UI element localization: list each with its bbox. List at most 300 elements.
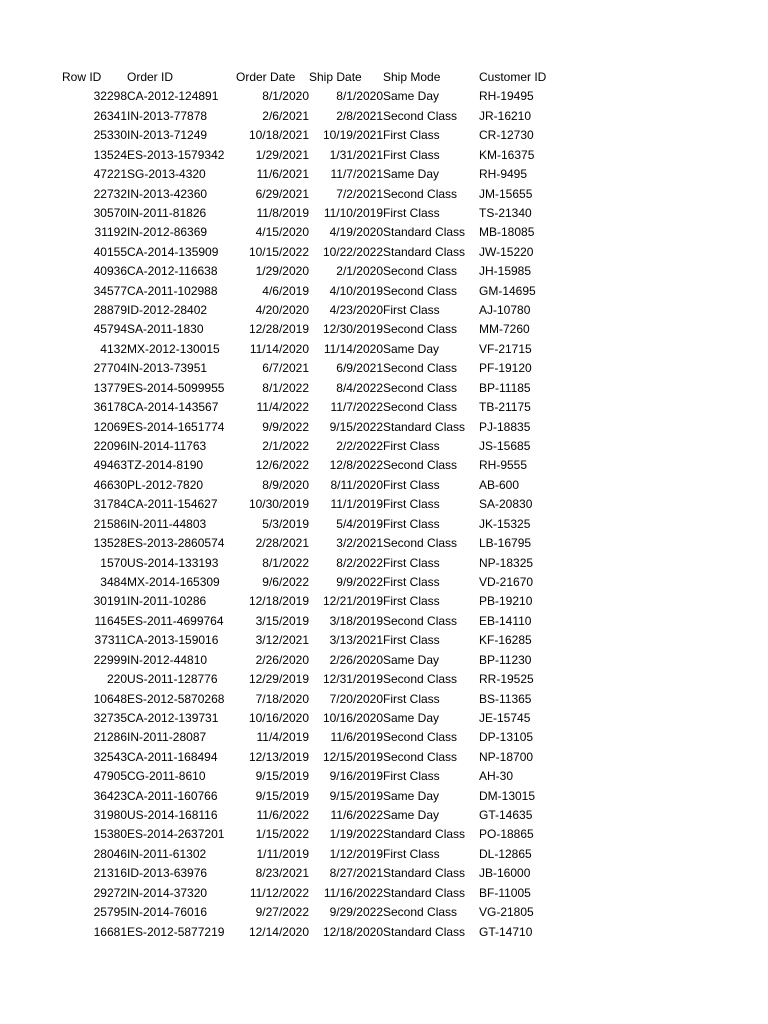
cell-ship-date: 3/13/2021 (329, 633, 383, 648)
table-row (62, 495, 569, 514)
cell-order-id: CA-2011-160766 (127, 788, 218, 803)
cell-customer-id: SA-20830 (479, 497, 533, 512)
cell-ship-date: 11/10/2019 (323, 205, 383, 220)
cell-order-date: 12/14/2020 (248, 924, 309, 939)
table-row (62, 204, 569, 223)
cell-row-id: 30191 (93, 594, 127, 609)
table-row (62, 476, 569, 495)
cell-order-date: 10/18/2021 (248, 128, 309, 143)
cell-customer-id: JS-15685 (479, 439, 531, 454)
cell-order-date: 1/15/2022 (255, 827, 309, 842)
cell-row-id: 45794 (93, 322, 127, 337)
cell-customer-id: PF-19120 (479, 361, 532, 376)
cell-ship-date: 4/23/2020 (329, 303, 383, 318)
cell-ship-mode: Second Class (383, 730, 458, 745)
cell-ship-mode: First Class (383, 303, 440, 318)
header-order-id: Order ID (127, 70, 174, 84)
table-row (62, 728, 569, 747)
cell-order-id: ES-2013-2860574 (127, 536, 225, 551)
table-row (62, 418, 569, 437)
cell-ship-mode: First Class (383, 594, 440, 609)
cell-order-date: 2/1/2022 (262, 439, 309, 454)
table-row (62, 806, 569, 825)
cell-customer-id: PO-18865 (479, 827, 534, 842)
cell-row-id: 32298 (93, 89, 127, 104)
table-row (62, 320, 569, 339)
cell-customer-id: DP-13105 (479, 730, 534, 745)
cell-row-id: 31192 (94, 225, 127, 240)
cell-row-id: 47221 (93, 167, 127, 182)
cell-order-date: 11/4/2022 (256, 400, 309, 415)
cell-customer-id: KM-16375 (479, 147, 535, 162)
cell-order-id: IN-2011-81826 (127, 205, 207, 220)
table-row (62, 87, 569, 106)
cell-order-id: CA-2014-143567 (127, 400, 219, 415)
cell-order-date: 11/6/2022 (256, 808, 309, 823)
cell-order-id: IN-2013-71249 (127, 128, 208, 143)
cell-customer-id: GT-14710 (479, 924, 533, 939)
header-ship-date: Ship Date (309, 70, 362, 84)
cell-order-date: 3/12/2021 (255, 633, 309, 648)
cell-order-id: IN-2013-77878 (127, 108, 208, 123)
cell-customer-id: JW-15220 (479, 244, 534, 259)
cell-order-id: IN-2014-76016 (127, 905, 208, 920)
cell-order-id: IN-2011-44803 (127, 516, 207, 531)
cell-order-date: 4/15/2020 (255, 225, 309, 240)
cell-ship-date: 7/2/2021 (336, 186, 383, 201)
cell-row-id: 40936 (93, 264, 127, 279)
cell-row-id: 40155 (93, 244, 127, 259)
cell-ship-mode: Second Class (383, 613, 458, 628)
cell-ship-date: 12/18/2020 (322, 924, 383, 939)
cell-ship-mode: Standard Class (383, 885, 466, 900)
cell-ship-mode: Same Day (383, 89, 440, 104)
header-order-date: Order Date (236, 70, 296, 84)
cell-order-date: 12/28/2019 (248, 322, 309, 337)
cell-ship-date: 11/16/2022 (323, 885, 383, 900)
cell-row-id: 34577 (93, 283, 127, 298)
cell-ship-mode: Same Day (383, 710, 440, 725)
cell-order-date: 1/29/2020 (255, 264, 309, 279)
cell-order-date: 7/18/2020 (255, 691, 309, 706)
cell-ship-mode: Second Class (383, 905, 458, 920)
table-row (62, 864, 569, 883)
cell-ship-mode: Same Day (383, 652, 440, 667)
cell-ship-date: 4/10/2019 (329, 283, 383, 298)
cell-order-date: 3/15/2019 (255, 613, 309, 628)
cell-row-id: 13524 (93, 147, 127, 162)
table-row (62, 631, 569, 650)
cell-order-id: CA-2012-116638 (127, 264, 218, 279)
cell-order-id: MX-2012-130015 (127, 341, 220, 356)
cell-ship-date: 11/14/2020 (323, 341, 383, 356)
cell-ship-date: 2/26/2020 (329, 652, 383, 667)
cell-order-date: 8/1/2020 (262, 89, 309, 104)
cell-row-id: 21286 (93, 730, 127, 745)
cell-order-date: 8/23/2021 (255, 866, 309, 881)
cell-row-id: 46630 (93, 477, 127, 492)
cell-customer-id: PJ-18835 (479, 419, 531, 434)
cell-row-id: 11645 (94, 613, 127, 628)
cell-ship-date: 8/4/2022 (336, 380, 383, 395)
cell-customer-id: GT-14635 (479, 808, 533, 823)
cell-order-id: CA-2011-102988 (127, 283, 218, 298)
cell-customer-id: TB-21175 (479, 400, 531, 415)
cell-order-id: CA-2011-154627 (127, 497, 218, 512)
cell-customer-id: JE-15745 (479, 710, 531, 725)
cell-row-id: 31980 (93, 808, 127, 823)
cell-ship-mode: Second Class (383, 458, 458, 473)
cell-row-id: 26341 (93, 108, 127, 123)
cell-ship-date: 8/1/2020 (336, 89, 383, 104)
table-row (62, 923, 569, 942)
cell-ship-mode: First Class (383, 633, 440, 648)
cell-customer-id: JR-16210 (479, 108, 532, 123)
cell-customer-id: DM-13015 (479, 788, 536, 803)
cell-order-id: IN-2013-42360 (127, 186, 208, 201)
table-row (62, 903, 569, 922)
cell-order-date: 5/3/2019 (262, 516, 309, 531)
cell-ship-date: 2/2/2022 (336, 439, 383, 454)
cell-order-id: SG-2013-4320 (127, 167, 206, 182)
cell-ship-date: 9/16/2019 (329, 769, 383, 784)
table-body (62, 87, 569, 942)
header-row (62, 68, 569, 87)
cell-order-date: 10/16/2020 (248, 710, 309, 725)
cell-customer-id: PB-19210 (479, 594, 533, 609)
cell-customer-id: BP-11185 (479, 380, 531, 395)
cell-order-date: 12/18/2019 (248, 594, 309, 609)
cell-customer-id: VD-21670 (479, 574, 534, 589)
cell-ship-date: 12/21/2019 (322, 594, 383, 609)
cell-ship-mode: First Class (383, 846, 440, 861)
cell-ship-date: 11/6/2019 (330, 730, 383, 745)
cell-ship-mode: First Class (383, 769, 440, 784)
cell-ship-mode: Standard Class (383, 244, 466, 259)
cell-customer-id: LB-16795 (479, 536, 532, 551)
table-row (62, 379, 569, 398)
cell-order-date: 6/29/2021 (255, 186, 309, 201)
table-row (62, 301, 569, 320)
cell-row-id: 28879 (93, 303, 127, 318)
cell-row-id: 12069 (93, 419, 127, 434)
cell-order-id: IN-2014-37320 (127, 885, 208, 900)
table-row (62, 262, 569, 281)
cell-ship-mode: Second Class (383, 536, 458, 551)
cell-order-date: 9/6/2022 (262, 574, 309, 589)
cell-ship-mode: Standard Class (383, 225, 466, 240)
cell-row-id: 31784 (93, 497, 127, 512)
cell-order-date: 11/6/2021 (256, 167, 309, 182)
cell-customer-id: CR-12730 (479, 128, 534, 143)
cell-order-date: 1/11/2019 (256, 846, 309, 861)
cell-order-id: US-2014-133193 (127, 555, 219, 570)
cell-ship-date: 11/6/2022 (330, 808, 383, 823)
cell-ship-date: 9/9/2022 (336, 574, 383, 589)
cell-order-date: 8/9/2020 (262, 477, 309, 492)
cell-customer-id: JK-15325 (479, 516, 531, 531)
cell-order-date: 10/30/2019 (248, 497, 309, 512)
cell-order-date: 11/4/2019 (256, 730, 309, 745)
cell-customer-id: BS-11365 (479, 691, 532, 706)
cell-order-id: ES-2014-2637201 (127, 827, 225, 842)
cell-ship-mode: First Class (383, 147, 440, 162)
cell-ship-mode: Second Class (383, 186, 458, 201)
cell-order-id: IN-2012-44810 (127, 652, 208, 667)
cell-ship-mode: First Class (383, 555, 440, 570)
cell-ship-date: 8/11/2020 (330, 477, 383, 492)
cell-row-id: 21586 (93, 516, 127, 531)
cell-row-id: 220 (106, 672, 127, 687)
cell-ship-mode: First Class (383, 497, 440, 512)
cell-row-id: 22096 (93, 439, 127, 454)
cell-order-date: 12/6/2022 (255, 458, 309, 473)
header-ship-mode: Ship Mode (383, 70, 441, 84)
table-row (62, 573, 569, 592)
cell-customer-id: EB-14110 (479, 613, 532, 628)
cell-order-date: 9/27/2022 (255, 905, 309, 920)
cell-row-id: 25330 (93, 128, 127, 143)
table-row (62, 670, 569, 689)
cell-ship-date: 2/8/2021 (336, 108, 383, 123)
cell-order-id: PL-2012-7820 (127, 477, 204, 492)
cell-ship-mode: Second Class (383, 322, 458, 337)
cell-row-id: 16681 (93, 924, 127, 939)
table-row (62, 612, 569, 631)
cell-ship-mode: Second Class (383, 400, 458, 415)
cell-ship-mode: Same Day (383, 808, 440, 823)
cell-ship-date: 9/29/2022 (329, 905, 383, 920)
cell-ship-mode: Second Class (383, 108, 458, 123)
cell-order-id: IN-2011-10286 (127, 594, 207, 609)
cell-order-date: 8/1/2022 (262, 380, 309, 395)
cell-ship-mode: Standard Class (383, 827, 466, 842)
cell-ship-mode: First Class (383, 516, 440, 531)
cell-ship-date: 12/15/2019 (322, 749, 383, 764)
cell-order-id: TZ-2014-8190 (127, 458, 204, 473)
cell-ship-date: 9/15/2022 (329, 419, 383, 434)
cell-ship-mode: Same Day (383, 788, 440, 803)
cell-order-date: 11/12/2022 (249, 885, 309, 900)
table-row (62, 437, 569, 456)
cell-customer-id: NP-18700 (479, 749, 534, 764)
cell-ship-mode: Second Class (383, 672, 458, 687)
cell-order-id: MX-2014-165309 (127, 574, 220, 589)
cell-row-id: 29272 (93, 885, 127, 900)
cell-order-id: ID-2012-28402 (127, 303, 208, 318)
table-row (62, 884, 569, 903)
cell-order-id: US-2014-168116 (127, 808, 218, 823)
cell-ship-mode: Same Day (383, 167, 440, 182)
cell-ship-mode: First Class (383, 574, 440, 589)
cell-order-id: US-2011-128776 (127, 672, 218, 687)
cell-row-id: 36178 (93, 400, 127, 415)
cell-customer-id: GM-14695 (479, 283, 536, 298)
cell-ship-mode: First Class (383, 128, 440, 143)
cell-row-id: 27704 (93, 361, 127, 376)
cell-ship-date: 9/15/2019 (329, 788, 383, 803)
cell-row-id: 13779 (93, 380, 127, 395)
cell-row-id: 49463 (93, 458, 127, 473)
cell-ship-mode: Second Class (383, 380, 458, 395)
cell-ship-date: 3/2/2021 (336, 536, 383, 551)
cell-order-id: CG-2011-8610 (127, 769, 206, 784)
cell-row-id: 1570 (100, 555, 127, 570)
cell-customer-id: BF-11005 (479, 885, 531, 900)
cell-ship-date: 12/8/2022 (329, 458, 383, 473)
cell-order-date: 11/8/2019 (256, 205, 309, 220)
table-row (62, 359, 569, 378)
cell-ship-mode: Second Class (383, 283, 458, 298)
cell-order-date: 2/28/2021 (255, 536, 309, 551)
cell-row-id: 36423 (93, 788, 127, 803)
cell-ship-date: 11/7/2022 (330, 400, 383, 415)
cell-row-id: 13528 (93, 536, 127, 551)
table-row (62, 126, 569, 145)
cell-order-date: 10/15/2022 (248, 244, 309, 259)
cell-order-date: 12/29/2019 (248, 672, 309, 687)
table-row (62, 709, 569, 728)
cell-order-id: ID-2013-63976 (127, 866, 208, 881)
cell-ship-date: 11/1/2019 (330, 497, 383, 512)
table-row (62, 165, 569, 184)
cell-ship-mode: Second Class (383, 361, 458, 376)
cell-ship-date: 6/9/2021 (336, 361, 383, 376)
orders-table (62, 68, 569, 942)
table-row (62, 787, 569, 806)
cell-order-date: 11/14/2020 (249, 341, 309, 356)
cell-row-id: 15380 (93, 827, 127, 842)
cell-ship-mode: Standard Class (383, 866, 466, 881)
table-row (62, 456, 569, 475)
cell-row-id: 25795 (93, 905, 127, 920)
cell-order-date: 9/15/2019 (255, 769, 309, 784)
cell-ship-date: 7/20/2020 (329, 691, 383, 706)
cell-customer-id: AH-30 (479, 769, 514, 784)
cell-order-date: 12/13/2019 (248, 749, 309, 764)
cell-ship-date: 11/7/2021 (330, 167, 383, 182)
table-row (62, 515, 569, 534)
cell-row-id: 4132 (100, 341, 127, 356)
cell-order-id: SA-2011-1830 (127, 322, 204, 337)
cell-order-id: CA-2013-159016 (127, 633, 219, 648)
cell-ship-mode: First Class (383, 691, 440, 706)
cell-ship-date: 3/18/2019 (329, 613, 383, 628)
cell-customer-id: JB-16000 (479, 866, 531, 881)
cell-customer-id: RH-19495 (479, 89, 534, 104)
table-row (62, 340, 569, 359)
cell-ship-date: 4/19/2020 (329, 225, 383, 240)
cell-ship-date: 12/30/2019 (322, 322, 383, 337)
cell-row-id: 28046 (93, 846, 127, 861)
cell-row-id: 32735 (93, 710, 127, 725)
cell-order-id: ES-2012-5870268 (127, 691, 225, 706)
cell-ship-mode: First Class (383, 477, 440, 492)
cell-ship-mode: Second Class (383, 264, 458, 279)
cell-customer-id: MM-7260 (479, 322, 530, 337)
cell-ship-mode: Standard Class (383, 419, 466, 434)
cell-row-id: 22732 (93, 186, 127, 201)
cell-customer-id: BP-11230 (479, 652, 532, 667)
table-row (62, 825, 569, 844)
cell-order-id: IN-2011-61302 (127, 846, 207, 861)
table-row (62, 554, 569, 573)
cell-ship-date: 12/31/2019 (322, 672, 383, 687)
cell-order-id: ES-2013-1579342 (127, 147, 225, 162)
table-row (62, 592, 569, 611)
table-row (62, 282, 569, 301)
cell-order-date: 8/1/2022 (262, 555, 309, 570)
cell-customer-id: VF-21715 (479, 341, 532, 356)
cell-customer-id: RR-19525 (479, 672, 534, 687)
cell-ship-date: 1/31/2021 (329, 147, 383, 162)
header-row-id: Row ID (62, 70, 102, 84)
cell-order-date: 2/26/2020 (255, 652, 309, 667)
table-row (62, 107, 569, 126)
cell-order-id: CA-2012-124891 (127, 89, 219, 104)
cell-customer-id: AJ-10780 (479, 303, 531, 318)
cell-ship-mode: Second Class (383, 749, 458, 764)
cell-ship-date: 1/19/2022 (329, 827, 383, 842)
cell-ship-date: 2/1/2020 (336, 264, 383, 279)
cell-ship-date: 5/4/2019 (336, 516, 383, 531)
cell-customer-id: JM-15655 (479, 186, 533, 201)
table-row (62, 243, 569, 262)
cell-order-id: ES-2012-5877219 (127, 924, 225, 939)
table-row (62, 146, 569, 165)
cell-order-id: ES-2014-1651774 (127, 419, 225, 434)
cell-order-date: 4/20/2020 (255, 303, 309, 318)
cell-row-id: 10648 (93, 691, 127, 706)
cell-customer-id: AB-600 (479, 477, 520, 492)
cell-customer-id: MB-18085 (479, 225, 535, 240)
cell-order-id: ES-2014-5099955 (127, 380, 225, 395)
cell-ship-date: 10/22/2022 (322, 244, 383, 259)
cell-order-date: 2/6/2021 (262, 108, 309, 123)
cell-row-id: 22999 (93, 652, 127, 667)
cell-customer-id: TS-21340 (479, 205, 532, 220)
cell-order-date: 9/15/2019 (255, 788, 309, 803)
cell-customer-id: RH-9495 (479, 167, 528, 182)
cell-ship-date: 10/16/2020 (322, 710, 383, 725)
table-row (62, 223, 569, 242)
cell-row-id: 47905 (93, 769, 127, 784)
cell-order-id: IN-2013-73951 (127, 361, 208, 376)
cell-ship-mode: Standard Class (383, 924, 466, 939)
table-row (62, 845, 569, 864)
cell-ship-mode: Same Day (383, 341, 440, 356)
table-row (62, 690, 569, 709)
cell-order-id: IN-2012-86369 (127, 225, 208, 240)
cell-row-id: 30570 (93, 205, 127, 220)
cell-ship-mode: First Class (383, 205, 440, 220)
cell-customer-id: KF-16285 (479, 633, 532, 648)
header-customer-id: Customer ID (479, 70, 547, 84)
cell-ship-date: 10/19/2021 (322, 128, 383, 143)
cell-customer-id: RH-9555 (479, 458, 528, 473)
cell-order-id: CA-2011-168494 (127, 749, 218, 764)
table-row (62, 767, 569, 786)
cell-order-date: 4/6/2019 (262, 283, 309, 298)
cell-order-date: 1/29/2021 (255, 147, 309, 162)
cell-row-id: 37311 (94, 633, 127, 648)
cell-row-id: 21316 (93, 866, 127, 881)
cell-customer-id: JH-15985 (479, 264, 532, 279)
table-row (62, 748, 569, 767)
cell-order-id: IN-2011-28087 (127, 730, 207, 745)
cell-ship-date: 8/27/2021 (329, 866, 383, 881)
cell-order-id: CA-2014-135909 (127, 244, 219, 259)
